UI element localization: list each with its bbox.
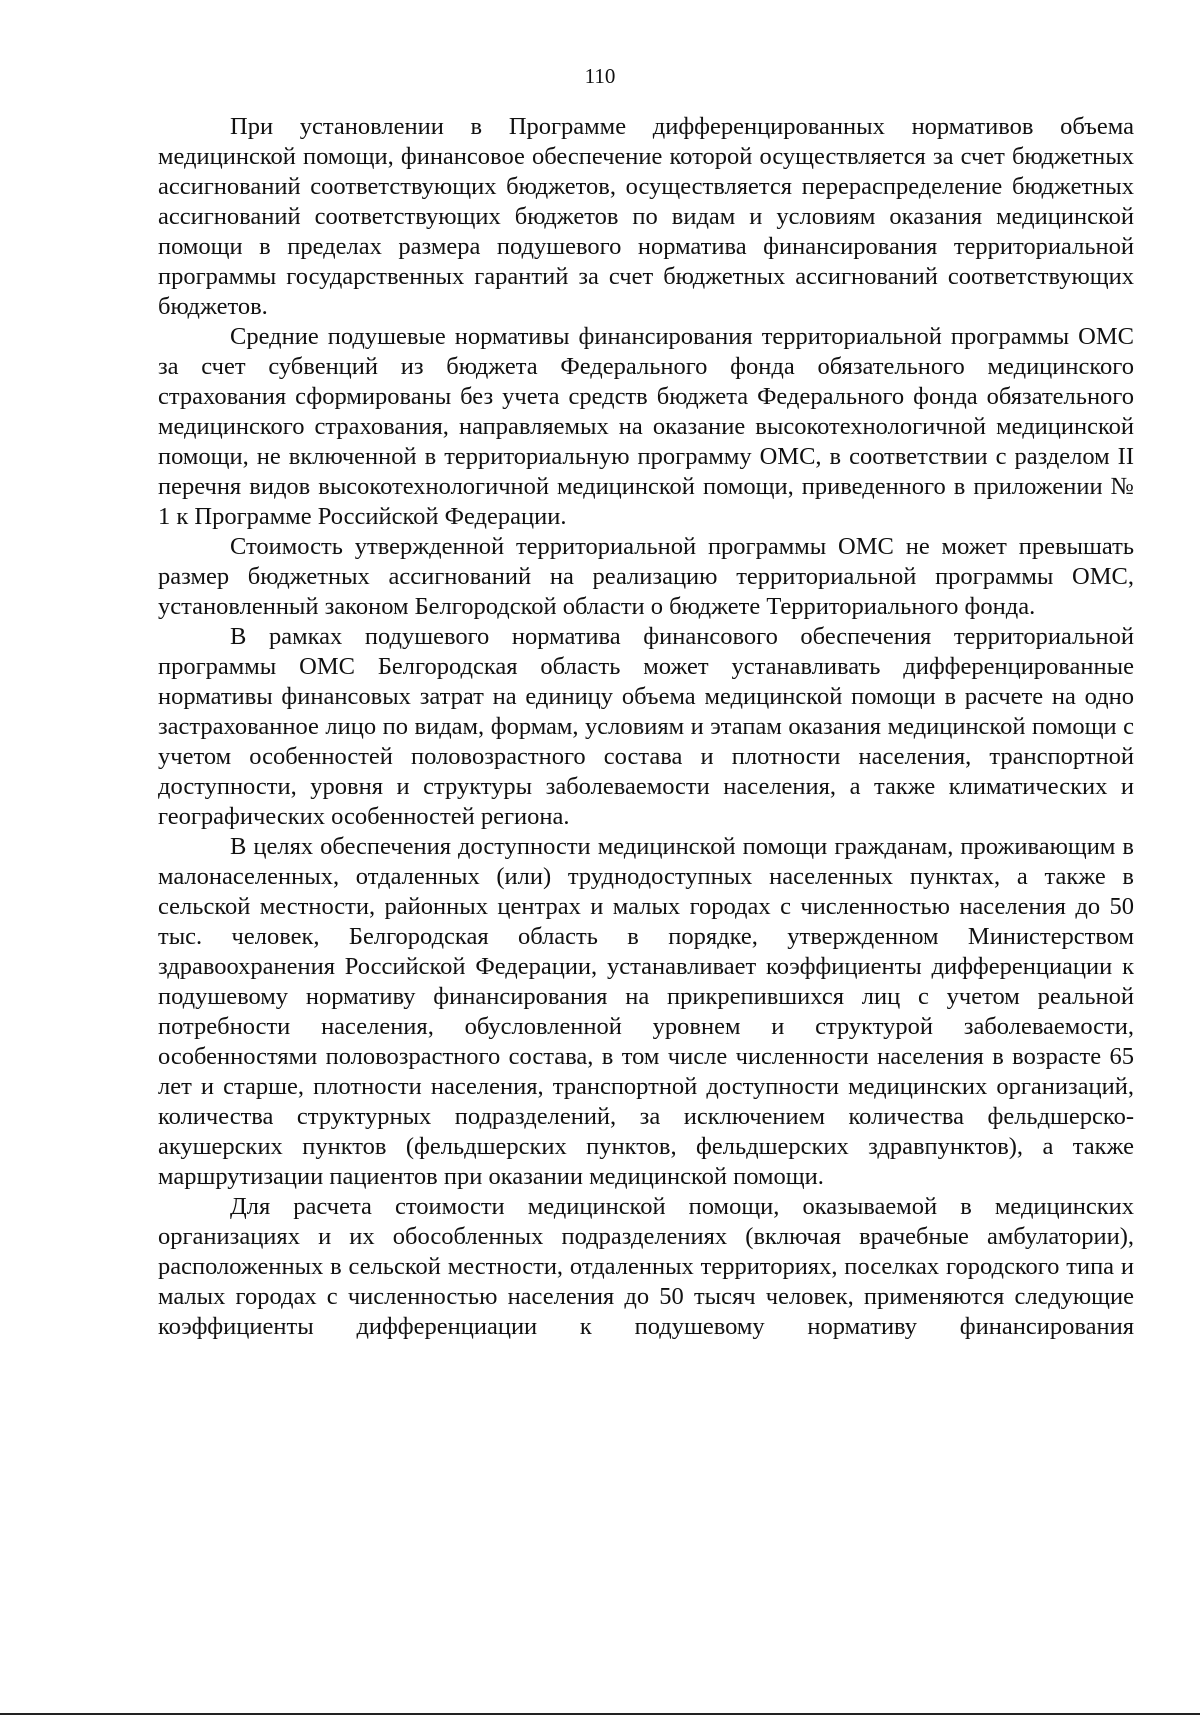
paragraph-differentiated-norms: При установлении в Программе дифференцированных нормативов объема медицинской помощи, финансовое обеспечение которой осуществляется за счет бюджетных ассигнований соответствующих бюджетов, осуществляется перераспределение бюджетных ассигнований соответствующих бюджетов по видам и условиям оказания медицинской помощи в пределах размера подушевого норматива финансирования территориальной программы государственных гарантий за счет бюджетных ассигнований соответствующих бюджетов. [158,113,1134,320]
page-number: 110 [584,64,616,88]
paragraph-average-per-capita-norms: Средние подушевые нормативы финансирования территориальной программы ОМС за счет субвенций из бюджета Федерального фонда обязательного медицинского страхования сформированы без учета средств бюджета Федерального фонда обязательного медицинского страхования, направляемых на оказание высокотехнологичной медицинской помощи, не включенной в территориальную программу ОМС, в соответствии с разделом II перечня видов высокотехнологичной медицинской помощи, приведенного в приложении № 1 к Программе Российской Федерации. [158,323,1134,530]
paragraph-cost-calculation: Для расчета стоимости медицинской помощи, оказываемой в медицинских организациях и их обособленных подразделениях (включая врачебные амбулатории), расположенных в сельской местности, отдаленных территориях, поселках городского типа и малых городах с численностью населения до 50 тысяч человек, применяются следующие коэффициенты дифференциации к подушевому нормативу финансирования [158,1193,1134,1340]
paragraph-program-cost: Стоимость утвержденной территориальной программы ОМС не может превышать размер бюджетных ассигнований на реализацию территориальной программы ОМС, установленный законом Белгородской области о бюджете Территориального фонда. [158,533,1134,620]
document-body [158,112,1134,1342]
paragraph-accessibility-coefficients: В целях обеспечения доступности медицинской помощи гражданам, проживающим в малонаселенных, отдаленных (или) труднодоступных населенных пунктах, а также в сельской местности, районных центрах и малых городах с численностью населения до 50 тыс. человек, Белгородская область в порядке, утвержденном Министерством здравоохранения Российской Федерации, устанавливает коэффициенты дифференциации к подушевому нормативу финансирования на прикрепившихся лиц с учетом реальной потребности населения, обусловленной уровнем и структурой заболеваемости, особенностями половозрастного состава, в том числе численности населения в возрасте 65 лет и старше, плотности населения, транспортной доступности медицинских организаций, количества структурных подразделений, за исключением количества фельдшерско-акушерских пунктов (фельдшерских пунктов, фельдшерских здравпунктов), а также маршрутизации пациентов при оказании медицинской помощи. [158,833,1134,1190]
paragraph-per-capita-framework: В рамках подушевого норматива финансового обеспечения территориальной программы ОМС Белгородская область может устанавливать дифференцированные нормативы финансовых затрат на единицу объема медицинской помощи в расчете на одно застрахованное лицо по видам, формам, условиям и этапам оказания медицинской помощи с учетом особенностей половозрастного состава и плотности населения, транспортной доступности, уровня и структуры заболеваемости населения, а также климатических и географических особенностей региона. [158,623,1134,830]
